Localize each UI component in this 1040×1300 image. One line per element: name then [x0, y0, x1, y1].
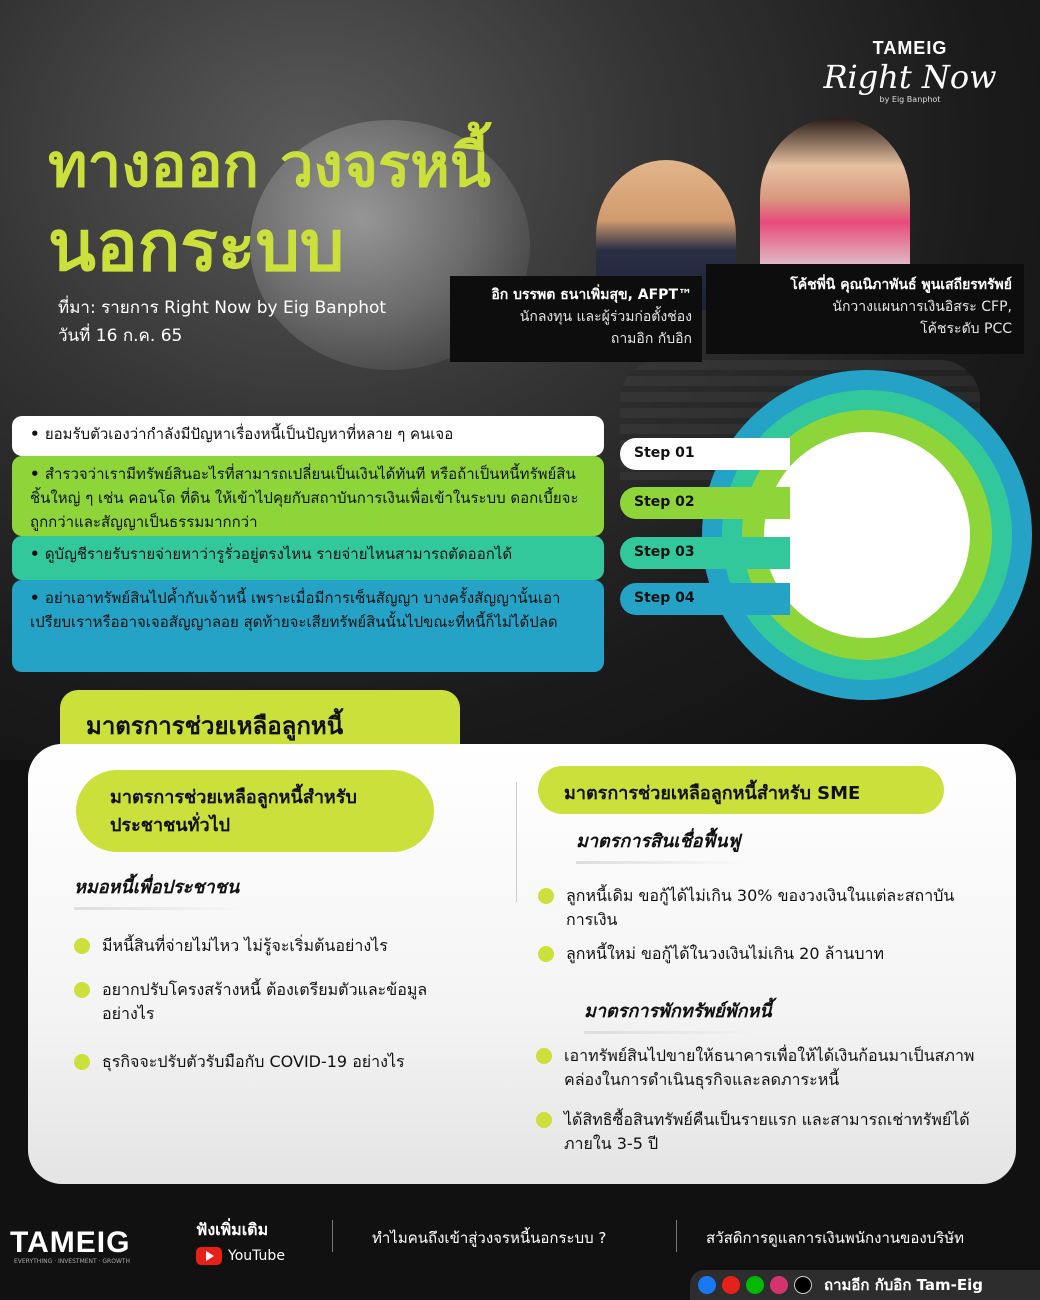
step-tab-2: Step 02: [620, 487, 790, 519]
subhead-underline: [576, 861, 746, 864]
step-row-1: [12, 416, 604, 456]
social-bar: [690, 1270, 1040, 1300]
page-title-line2: นอกระบบ: [48, 205, 345, 287]
step-tab-3: Step 03: [620, 537, 790, 569]
list-item: [74, 1050, 474, 1074]
measures-panel: [28, 744, 1016, 1184]
subhead-underline: [74, 907, 244, 910]
step-row-3: [12, 536, 604, 580]
asset-warehousing-label: มาตรการพักทรัพย์พักหนี้: [584, 1001, 772, 1022]
youtube-icon: [196, 1247, 222, 1265]
subhead-underline: [584, 1031, 754, 1034]
rehab-loan-label: มาตรการสินเชื่อฟื้นฟู: [576, 831, 741, 852]
instagram-icon[interactable]: [770, 1276, 788, 1294]
measures-heading: มาตรการช่วยเหลือลูกหนี้: [60, 690, 460, 752]
guest2-sub1: นักวางแผนการเงินอิสระ CFP,: [832, 299, 1012, 315]
source-info: [58, 294, 386, 350]
brand-logo: [810, 38, 1010, 104]
list-item-text: ลูกหนี้เดิม ขอกู้ได้ไม่เกิน 30% ของวงเงินในแต่ละสถาบันการเงิน: [566, 886, 955, 929]
step-row-4: [12, 580, 604, 672]
listen-more[interactable]: [196, 1218, 285, 1265]
list-item: [538, 884, 978, 932]
bullet-dot-icon: [536, 1048, 552, 1064]
step-text-3: • ดูบัญชีรายรับรายจ่ายหาว่ารูรั่วอยู่ตรงไหน รายจ่ายไหนสามารถตัดออกได้: [30, 545, 512, 563]
bullet-dot-icon: [536, 1112, 552, 1128]
youtube-small-icon[interactable]: [722, 1276, 740, 1294]
youtube-label: YouTube: [228, 1248, 285, 1264]
general-pill-line2: ประชาชนทั่วไป: [110, 815, 231, 836]
sme-pill: มาตรการช่วยเหลือลูกหนี้สำหรับ SME: [538, 766, 944, 814]
general-public-pill: [76, 770, 434, 852]
bullet-dot-icon: [538, 946, 554, 962]
guest2-name: โค้ชพี่นิ คุณนิภาพันธ์ พูนเสถียรทรัพย์: [790, 277, 1012, 293]
guest2-photo: [760, 118, 910, 278]
episode-link-2[interactable]: สวัสดิการดูแลการเงินพนักงานของบริษัท: [706, 1229, 965, 1247]
panel-divider: [516, 782, 517, 902]
source-line1: ที่มา: รายการ Right Now by Eig Banphot: [58, 298, 387, 318]
list-item: [74, 934, 454, 958]
footer-divider: [676, 1220, 677, 1252]
footer-divider: [332, 1220, 333, 1252]
ring-inner: [764, 432, 970, 638]
list-item: [536, 1108, 976, 1156]
tiktok-icon[interactable]: [794, 1276, 812, 1294]
page-title-line1: ทางออก วงจรหนี้: [48, 131, 491, 201]
brand-script: Right Now: [823, 58, 997, 96]
guest2-label: [706, 264, 1024, 354]
asset-warehousing-subhead: [584, 996, 772, 1034]
list-item-text: ลูกหนี้ใหม่ ขอกู้ได้ในวงเงินไม่เกิน 20 ล้านบาท: [566, 944, 885, 963]
step-text-2: • สำรวจว่าเรามีทรัพย์สินอะไรที่สามารถเปลี่ยนเป็นเงินได้ทันที หรือถ้าเป็นหนี้ทรัพย์สินชิ้นใหญ่ ๆ เช่น คอนโด ที่ดิน ให้เข้าไปคุยกับสถาบันการเงินเพื่อเข้าในระบบ ดอกเบี้ยจะถูกกว่าและสัญญาเป็นธรรมมากกว่า: [30, 465, 579, 531]
debt-doctor-subhead: [74, 872, 244, 910]
guest1-name: อิก บรรพต ธนาเพิ่มสุข, AFPT™: [491, 287, 692, 303]
bullet-dot-icon: [74, 938, 90, 954]
facebook-icon[interactable]: [698, 1276, 716, 1294]
youtube-link[interactable]: [196, 1247, 285, 1265]
rehab-loan-subhead: [576, 826, 746, 864]
brand-top: TAMEIG: [872, 38, 948, 58]
episode-link-1[interactable]: ทำไมคนถึงเข้าสู่วงจรหนี้นอกระบบ ?: [372, 1229, 607, 1247]
source-line2: วันที่ 16 ก.ค. 65: [58, 326, 183, 346]
step-tab-4: Step 04: [620, 583, 790, 615]
general-pill-line1: มาตรการช่วยเหลือลูกหนี้สำหรับ: [110, 787, 357, 808]
guest1-sub1: นักลงทุน และผู้ร่วมก่อตั้งช่อง: [519, 309, 692, 325]
steps-ring-graphic: [702, 370, 1032, 700]
guest1-sub2: ถามอิก กับอิก: [610, 331, 692, 347]
bullet-dot-icon: [74, 1054, 90, 1070]
guest2-sub2: โค้ชระดับ PCC: [920, 321, 1012, 337]
list-item: [536, 1044, 976, 1092]
step-text-1: • ยอมรับตัวเองว่ากำลังมีปัญหาเรื่องหนี้เป็นปัญหาที่หลาย ๆ คนเจอ: [30, 425, 453, 443]
list-item-text: ธุรกิจจะปรับตัวรับมือกับ COVID-19 อย่างไร: [102, 1052, 405, 1071]
step-text-4: • อย่าเอาทรัพย์สินไปค้ำกับเจ้าหนี้ เพราะเมื่อมีการเซ็นสัญญา บางครั้งสัญญานั้นเอาเปรียบเราหรืออาจเจอสัญญาลอย สุดท้ายจะเสียทรัพย์สินนั้นไปขณะที่หนี้ก็ไม่ได้ปลด: [30, 589, 560, 631]
list-item: [74, 978, 454, 1026]
listen-more-label: ฟังเพิ่มเติม: [196, 1220, 269, 1239]
social-name: ถามอีก กับอิก Tam-Eig: [824, 1276, 984, 1294]
brand-by: by Eig Banphot: [879, 95, 941, 104]
list-item-text: เอาทรัพย์สินไปขายให้ธนาคารเพื่อให้ได้เงินก้อนมาเป็นสภาพคล่องในการดำเนินธุรกิจและลดภาระหนี้: [564, 1046, 975, 1089]
list-item-text: อยากปรับโครงสร้างหนี้ ต้องเตรียมตัวและข้อมูลอย่างไร: [102, 980, 428, 1023]
footer-logo: TAMEIG: [10, 1226, 131, 1259]
list-item-text: ได้สิทธิซื้อสินทรัพย์คืนเป็นรายแรก และสามารถเช่าทรัพย์ได้ภายใน 3-5 ปี: [564, 1110, 970, 1153]
footer-tagline: EVERYTHING · INVESTMENT · GROWTH: [14, 1258, 131, 1265]
debt-doctor-label: หมอหนี้เพื่อประชาชน: [74, 877, 240, 898]
bullet-dot-icon: [538, 888, 554, 904]
line-icon[interactable]: [746, 1276, 764, 1294]
bullet-dot-icon: [74, 982, 90, 998]
list-item: [538, 942, 978, 966]
list-item-text: มีหนี้สินที่จ่ายไม่ไหว ไม่รู้จะเริ่มต้นอย่างไร: [102, 936, 388, 955]
guest1-label: [450, 276, 702, 362]
step-tab-1: Step 01: [620, 438, 790, 470]
step-row-2: [12, 456, 604, 536]
